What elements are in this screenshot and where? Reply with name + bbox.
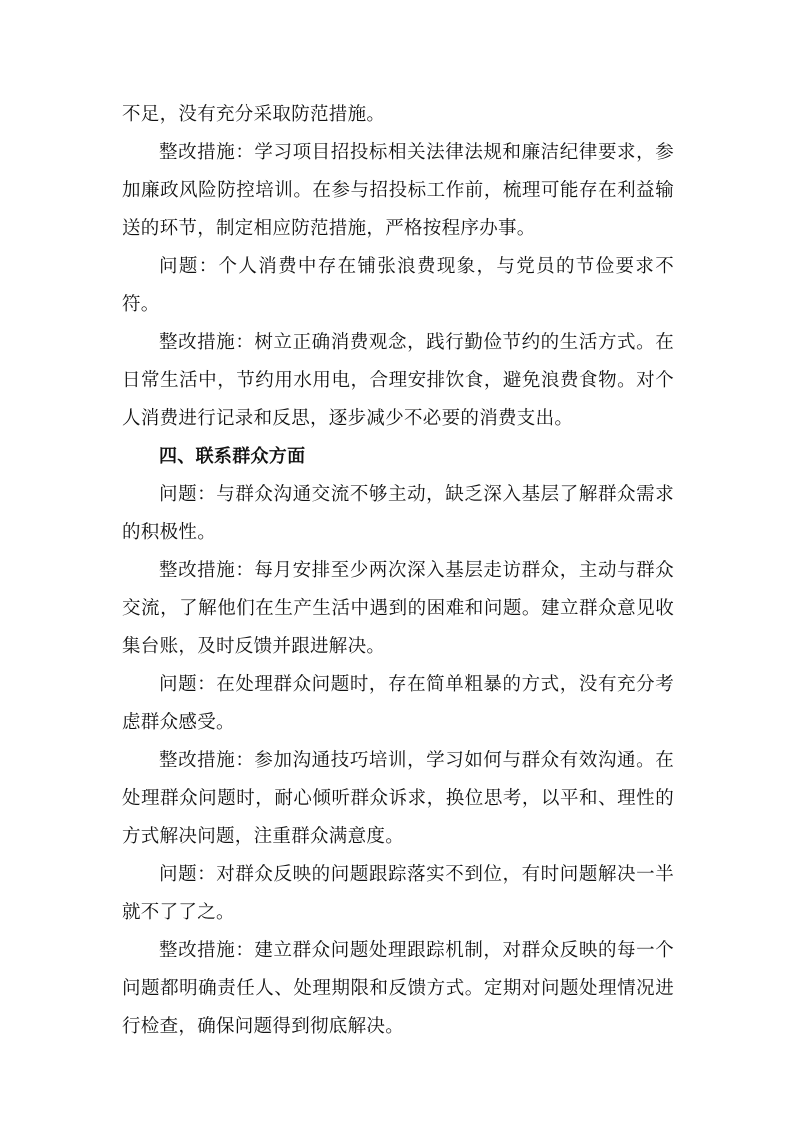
- paragraph-problem: 问题：在处理群众问题时，存在简单粗暴的方式，没有充分考虑群众感受。: [122, 674, 674, 733]
- paragraph-rectification-measure: 整改措施：学习项目招投标相关法律法规和廉洁纪律要求，参加廉政风险防控培训。在参与招投标工作前，梳理可能存在利益输送的环节，制定相应防范措施，严格按程序办事。: [122, 142, 674, 239]
- paragraph-rectification-measure: 整改措施：每月安排至少两次深入基层走访群众，主动与群众交流，了解他们在生产生活中遇到的困难和问题。建立群众意见收集台账，及时反馈并跟进解决。: [122, 560, 674, 657]
- paragraph-problem: 问题：对群众反映的问题跟踪落实不到位，有时问题解决一半就不了了之。: [122, 864, 674, 923]
- paragraph-rectification-measure: 整改措施：树立正确消费观念，践行勤俭节约的生活方式。在日常生活中，节约用水用电，合理安排饮食，避免浪费食物。对个人消费进行记录和反思，逐步减少不必要的消费支出。: [122, 332, 674, 429]
- paragraph-rectification-measure: 整改措施：参加沟通技巧培训，学习如何与群众有效沟通。在处理群众问题时，耐心倾听群众诉求，换位思考，以平和、理性的方式解决问题，注重群众满意度。: [122, 750, 674, 847]
- paragraph-problem: 问题：与群众沟通交流不够主动，缺乏深入基层了解群众需求的积极性。: [122, 484, 674, 543]
- section-heading: 四、联系群众方面: [159, 446, 306, 467]
- paragraph-continuation: 不足，没有充分采取防范措施。: [122, 104, 386, 125]
- document-body: [122, 96, 674, 1046]
- paragraph-rectification-measure: 整改措施：建立群众问题处理跟踪机制，对群众反映的每一个问题都明确责任人、处理期限和反馈方式。定期对问题处理情况进行检查，确保问题得到彻底解决。: [122, 940, 674, 1037]
- paragraph-problem: 问题：个人消费中存在铺张浪费现象，与党员的节俭要求不符。: [122, 256, 674, 315]
